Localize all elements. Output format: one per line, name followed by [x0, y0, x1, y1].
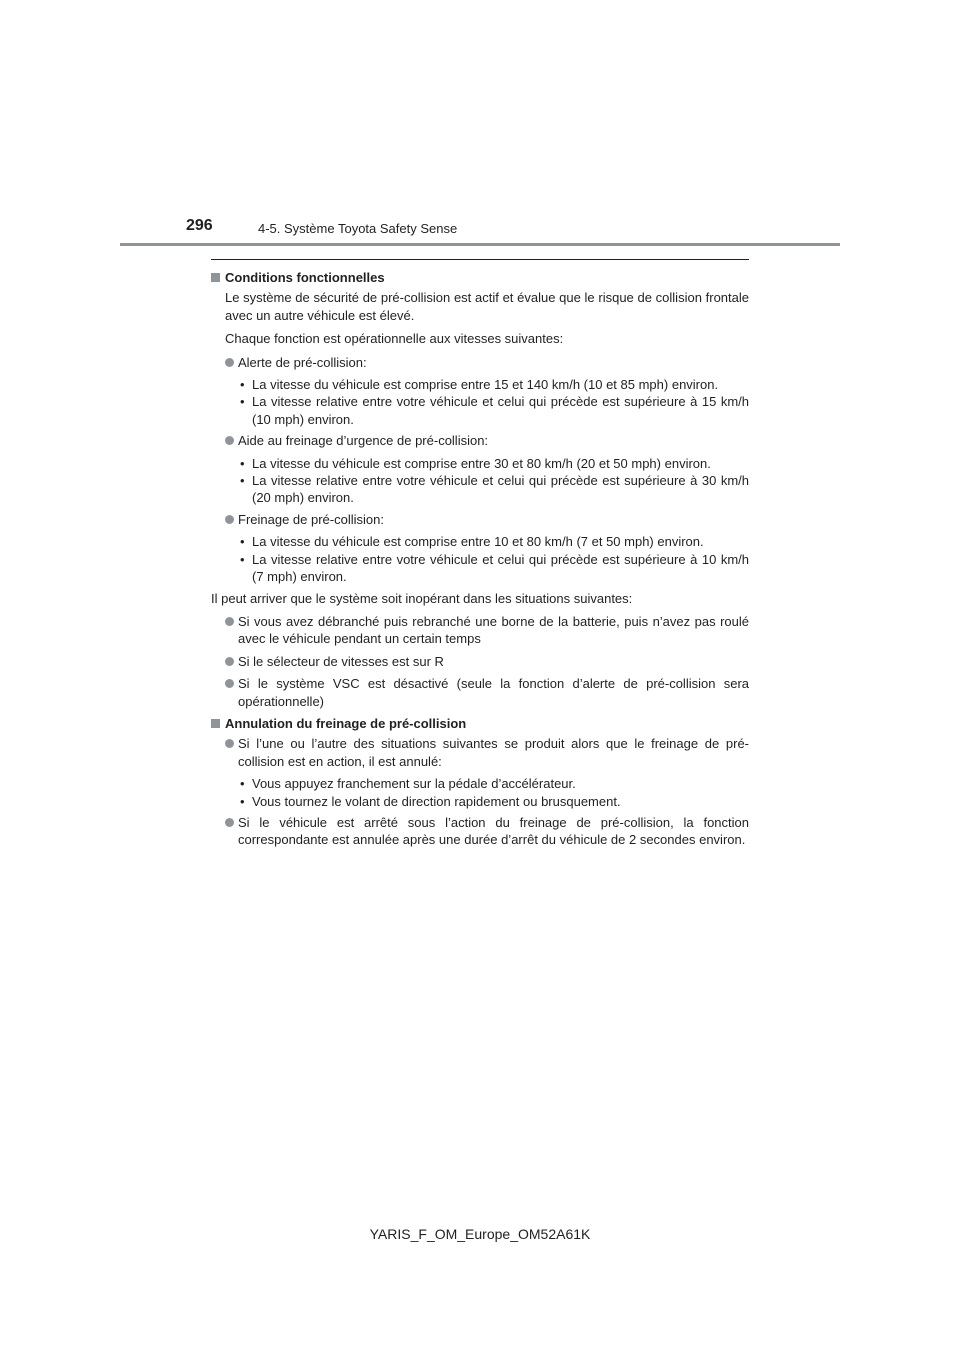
alert-bullet-list — [211, 376, 749, 428]
list-item-text: Vous tournez le volant de direction rapidement ou brusquement. — [252, 793, 621, 809]
braking-bullet-list — [211, 533, 749, 585]
cancel-item — [211, 735, 749, 770]
braking-item — [211, 511, 749, 528]
circle-bullet-icon — [225, 436, 234, 445]
brake-assist-item — [211, 432, 749, 449]
main-content — [211, 259, 749, 854]
braking-label: Freinage de pré-collision: — [238, 511, 384, 527]
circle-bullet-icon — [225, 818, 234, 827]
list-item — [238, 775, 749, 792]
list-item-text: La vitesse relative entre votre véhicule et celui qui précède est supérieure à 10 km/h (7 mph) environ. — [252, 551, 749, 585]
circle-bullet-icon — [225, 739, 234, 748]
cancel-heading — [211, 715, 749, 732]
bullet-mark: • — [240, 377, 245, 393]
inoperative-intro: Il peut arriver que le système soit inopérant dans les situations suivantes: — [211, 590, 633, 606]
list-item-text: La vitesse du véhicule est comprise entre 15 et 140 km/h (10 et 85 mph) environ. — [252, 377, 719, 393]
inoperative-item-text: Si le sélecteur de vitesses est sur R — [238, 653, 444, 669]
brake-assist-label: Aide au freinage d’urgence de pré-collision: — [238, 433, 489, 449]
circle-bullet-icon — [225, 679, 234, 688]
brake-assist-bullet-list — [211, 455, 749, 507]
list-item — [238, 393, 749, 428]
alert-item — [211, 354, 749, 371]
inoperative-item-text: Si le système VSC est désactivé (seule la fonction d’alerte de pré-collision sera opérationnelle) — [238, 676, 749, 709]
speeds-intro: Chaque fonction est opérationnelle aux vitesses suivantes: — [225, 331, 564, 347]
list-item-text: Vous appuyez franchement sur la pédale d’accélérateur. — [252, 776, 576, 792]
list-item — [238, 376, 749, 393]
page-number: 296 — [186, 217, 213, 234]
circle-bullet-icon — [225, 515, 234, 524]
cancel-item — [211, 814, 749, 849]
list-item — [238, 793, 749, 810]
list-item — [238, 551, 749, 586]
inoperative-item-text: Si vous avez débranché puis rebranché une borne de la batterie, puis n’avez pas roulé avec le véhicule pendant un certain temps — [238, 613, 749, 647]
bullet-mark: • — [240, 394, 245, 410]
bullet-mark: • — [240, 473, 245, 489]
bullet-mark: • — [240, 534, 245, 550]
section-title: 4-5. Système Toyota Safety Sense — [258, 221, 458, 236]
circle-bullet-icon — [225, 657, 234, 666]
inoperative-item — [211, 675, 749, 710]
conditions-heading-text: Conditions fonctionnelles — [225, 270, 385, 285]
cancel-heading-text: Annulation du freinage de pré-collision — [225, 715, 467, 731]
cancel-item-text: Si l’une ou l’autre des situations suivantes se produit alors que le freinage de pré-collision est en action, il est annulé: — [238, 736, 749, 769]
inoperative-item — [211, 653, 749, 670]
document-code: YARIS_F_OM_Europe_OM52A61K — [369, 1226, 591, 1242]
list-item — [238, 455, 749, 472]
circle-bullet-icon — [225, 617, 234, 626]
bullet-mark: • — [240, 776, 245, 792]
list-item — [238, 533, 749, 550]
bullet-mark: • — [240, 551, 245, 567]
list-item-text: La vitesse relative entre votre véhicule et celui qui précède est supérieure à 30 km/h (20 mph) environ. — [252, 473, 749, 506]
alert-label: Alerte de pré-collision: — [238, 354, 367, 370]
list-item-text: La vitesse du véhicule est comprise entre 10 et 80 km/h (7 et 50 mph) environ. — [252, 534, 704, 550]
inoperative-item — [211, 613, 749, 648]
header-rule — [120, 243, 840, 246]
list-item-text: La vitesse du véhicule est comprise entre 30 et 80 km/h (20 et 50 mph) environ. — [252, 455, 711, 471]
bullet-mark: • — [240, 793, 245, 809]
list-item — [238, 472, 749, 507]
square-bullet-icon — [211, 273, 220, 282]
cancel-item-text: Si le véhicule est arrêté sous l’action du freinage de pré-collision, la fonction correspondante est annulée après une durée d’arrêt du véhicule de 2 secondes environ. — [238, 814, 749, 848]
conditions-intro: Le système de sécurité de pré-collision est actif et évalue que le risque de collision frontale avec un autre véhicule est élevé. — [225, 290, 749, 323]
circle-bullet-icon — [225, 358, 234, 367]
bullet-mark: • — [240, 455, 245, 471]
conditions-heading — [211, 269, 749, 286]
list-item-text: La vitesse relative entre votre véhicule et celui qui précède est supérieure à 15 km/h (10 mph) environ. — [252, 394, 749, 427]
square-bullet-icon — [211, 719, 220, 728]
cancel-bullet-list — [211, 775, 749, 810]
